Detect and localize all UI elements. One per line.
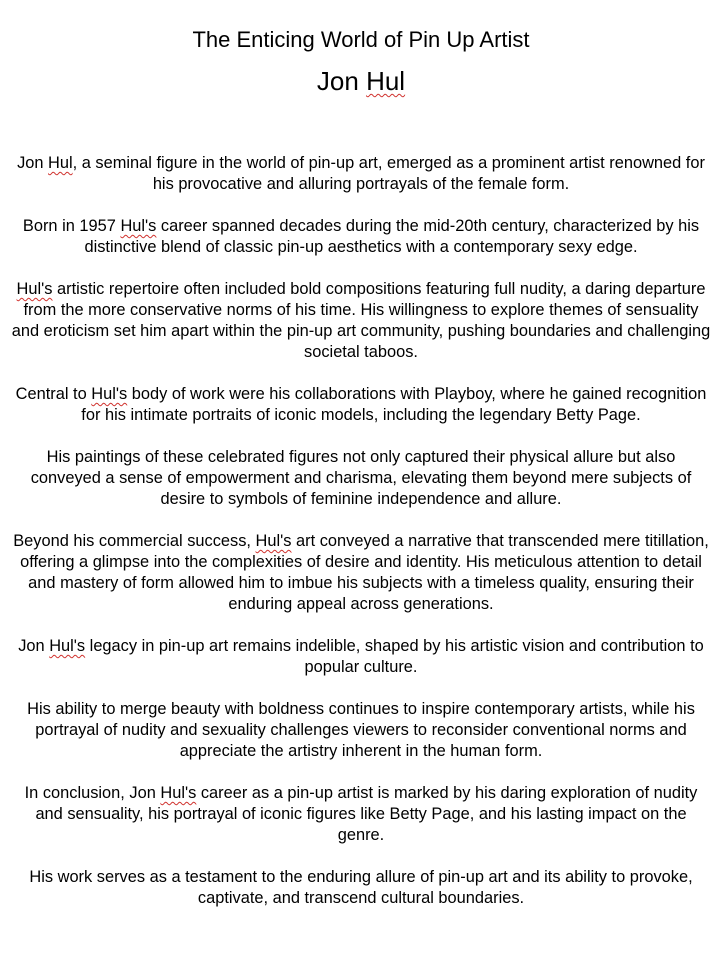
- paragraph-text: body of work were his collaborations with Playboy, where he gained recognition for his intimate portraits of iconic models, including the legendary Betty Page.: [81, 385, 707, 424]
- paragraph-text: Jon: [17, 154, 49, 172]
- misspelled-word: Hul's: [91, 385, 128, 403]
- paragraph-text: art conveyed a narrative that transcended mere titillation, offering a glimpse into the complexities of desire and identity. His meticulous attention to detail and mastery of form allowed him to imbue his subjects with a timeless quality, ensuring their enduring appeal across generations.: [20, 532, 709, 613]
- paragraph: [10, 531, 712, 615]
- paragraph-text: , a seminal figure in the world of pin-up art, emerged as a prominent artist renowned for his provocative and alluring portrayals of the female form.: [72, 154, 705, 193]
- paragraph-text: His work serves as a testament to the enduring allure of pin-up art and its ability to provoke, captivate, and transcend cultural boundaries.: [29, 868, 693, 907]
- paragraph-text: Born in 1957: [22, 217, 121, 235]
- paragraph: [10, 216, 712, 258]
- paragraph-text: legacy in pin-up art remains indelible, shaped by his artistic vision and contribution to popular culture.: [85, 637, 704, 676]
- paragraph-text: career as a pin-up artist is marked by his daring exploration of nudity and sensuality, his portrayal of iconic figures like Betty Page, and his lasting impact on the genre.: [35, 784, 698, 844]
- document-subtitle: [10, 64, 712, 98]
- paragraph: [10, 153, 712, 195]
- paragraph: [10, 447, 712, 510]
- misspelled-word: Hul's: [255, 532, 292, 550]
- misspelled-word: Hul: [366, 66, 406, 96]
- paragraph: [10, 384, 712, 426]
- paragraph-text: His ability to merge beauty with boldness continues to inspire contemporary artists, while his portrayal of nudity and sexuality challenges viewers to reconsider conventional norms and appreciate the artistry inherent in the human form.: [27, 700, 695, 760]
- paragraph-text: Beyond his commercial success,: [13, 532, 256, 550]
- paragraph: [10, 867, 712, 909]
- paragraph-text: artistic repertoire often included bold compositions featuring full nudity, a daring departure from the more conservative norms of his time. His willingness to explore themes of sensuality and eroticism set him apart within the pin-up art community, pushing boundaries and challenging societal taboos.: [11, 280, 711, 361]
- document-title: The Enticing World of Pin Up Artist: [192, 27, 530, 52]
- document-body: [10, 153, 712, 909]
- misspelled-word: Hul's: [49, 637, 86, 655]
- paragraph-text: His paintings of these celebrated figures not only captured their physical allure but also conveyed a sense of empowerment and charisma, elevating them beyond mere subjects of desire to symbols of feminine independence and allure.: [30, 448, 692, 508]
- misspelled-word: Hul's: [16, 280, 53, 298]
- paragraph: [10, 279, 712, 363]
- paragraph-text: career spanned decades during the mid-20th century, characterized by his distinctive blend of classic pin-up aesthetics with a contemporary sexy edge.: [84, 217, 700, 256]
- subtitle-text: Jon: [316, 66, 367, 96]
- paragraph: [10, 636, 712, 678]
- paragraph-text: In conclusion, Jon: [24, 784, 161, 802]
- paragraph: [10, 783, 712, 846]
- paragraph-text: Jon: [18, 637, 50, 655]
- misspelled-word: Hul: [48, 154, 73, 172]
- misspelled-word: Hul's: [160, 784, 197, 802]
- paragraph: [10, 699, 712, 762]
- paragraph-text: Central to: [15, 385, 92, 403]
- misspelled-word: Hul's: [120, 217, 157, 235]
